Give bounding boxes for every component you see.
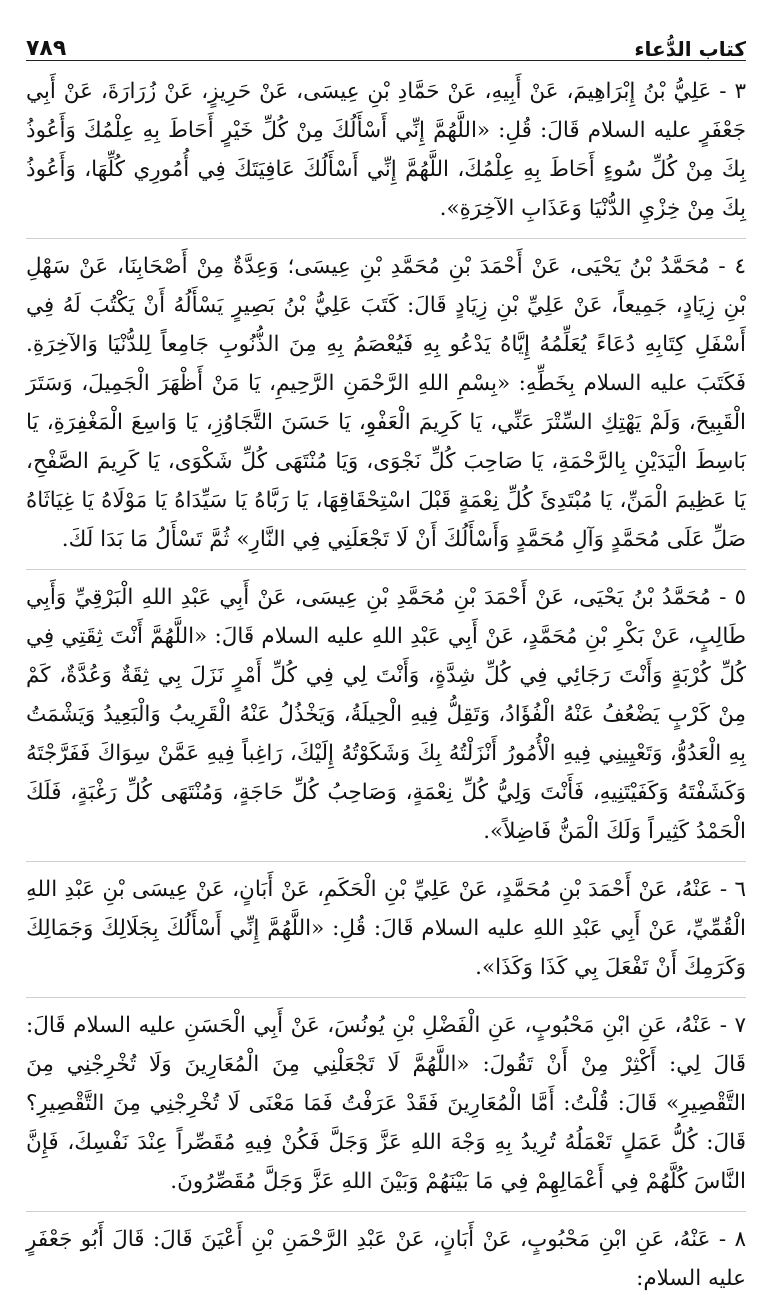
page-header	[26, 22, 746, 62]
book-title: كتاب الدُّعاء	[634, 37, 746, 61]
hadith-entry-3: ٣ - عَلِيُّ بْنُ إِبْرَاهِيمَ، عَنْ أَبِيهِ، عَنْ حَمَّادِ بْنِ عِيسَى، عَنْ حَرِيزٍ، عَنْ زُرَارَةَ، عَنْ أَبِي جَعْفَرٍ عليه السلام قَالَ: قُلِ: «اللَّهُمَّ إِنِّي أَسْأَلُكَ مِنْ كُلِّ خَيْرٍ أَحَاطَ بِهِ عِلْمُكَ وَأَعُوذُ بِكَ مِنْ كُلِّ سُوءٍ أَحَاطَ بِهِ عِلْمُكَ، اللَّهُمَّ إِنِّي أَسْأَلُكَ عَافِيَتَكَ فِي أُمُورِي كُلِّهَا، وَأَعُوذُ بِكَ مِنْ خِزْيِ الدُّنْيَا وَعَذَابِ الآخِرَةِ».	[26, 79, 746, 221]
page-body	[26, 72, 746, 1298]
hadith-entry-7: ٧ - عَنْهُ، عَنِ ابْنِ مَحْبُوبٍ، عَنِ الْفَضْلِ بْنِ يُونُسَ، عَنْ أَبِي الْحَسَنِ عليه السلام قَالَ: قَالَ لِي: أَكْثِرْ مِنْ أَنْ تَقُولَ: «اللَّهُمَّ لَا تَجْعَلْنِي مِنَ الْمُعَارِينَ وَلَا تُخْرِجْنِي مِنَ التَّقْصِيرِ» قَالَ: قُلْتُ: أَمَّا الْمُعَارِينَ فَقَدْ عَرَفْتُ فَمَا مَعْنَى لَا تُخْرِجْنِي مِنَ التَّقْصِيرِ؟ قَالَ: كُلُّ عَمَلٍ تَعْمَلُهُ تُرِيدُ بِهِ وَجْهَ اللهِ عَزَّ وَجَلَّ فَكُنْ فِيهِ مُقَصِّراً عِنْدَ نَفْسِكَ، فَإِنَّ النَّاسَ كُلَّهُمْ فِي أَعْمَالِهِمْ فِي مَا بَيْنَهُمْ وَبَيْنَ اللهِ عَزَّ وَجَلَّ مُقَصِّرُونَ.	[26, 1013, 746, 1194]
entry-divider	[26, 569, 746, 570]
hadith-entry-8: ٨ - عَنْهُ، عَنِ ابْنِ مَحْبُوبٍ، عَنْ أَبَانٍ، عَنْ عَبْدِ الرَّحْمَنِ بْنِ أَعْيَنَ قَالَ: قَالَ أَبُو جَعْفَرٍ عليه السلام:	[26, 1227, 746, 1291]
hadith-entry-6: ٦ - عَنْهُ، عَنْ أَحْمَدَ بْنِ مُحَمَّدٍ، عَنْ عَلِيِّ بْنِ الْحَكَمِ، عَنْ أَبَانٍ، عَنْ عِيسَى بْنِ عَبْدِ اللهِ الْقُمِّيِّ، عَنْ أَبِي عَبْدِ اللهِ عليه السلام قَالَ: قُلِ: «اللَّهُمَّ إِنِّي أَسْأَلُكَ بِجَلَالِكَ وَجَمَالِكَ وَكَرَمِكَ أَنْ تَفْعَلَ بِي كَذَا وَكَذَا».	[26, 877, 746, 980]
page-number: ٧٨٩	[26, 36, 67, 61]
entry-divider	[26, 861, 746, 862]
hadith-entry-5: ٥ - مُحَمَّدُ بْنُ يَحْيَى، عَنْ أَحْمَدَ بْنِ مُحَمَّدِ بْنِ عِيسَى، عَنْ أَبِي عَبْدِ اللهِ الْبَرْقِيِّ وَأَبِي طَالِبٍ، عَنْ بَكْرِ بْنِ مُحَمَّدٍ، عَنْ أَبِي عَبْدِ اللهِ عليه السلام قَالَ: «اللَّهُمَّ أَنْتَ ثِقَتِي فِي كُلِّ كُرْبَةٍ وَأَنْتَ رَجَائِي فِي كُلِّ شِدَّةٍ، وَأَنْتَ لِي فِي كُلِّ أَمْرٍ نَزَلَ بِي ثِقَةٌ وَعُدَّةٌ، كَمْ مِنْ كَرْبٍ يَضْعُفُ عَنْهُ الْفُؤَادُ، وَتَقِلُّ فِيهِ الْحِيلَةُ، وَيَخْذُلُ عَنْهُ الْقَرِيبُ وَالْبَعِيدُ وَيَشْمَتُ بِهِ الْعَدُوُّ، وَتَعْيِينِي فِيهِ الْأُمُورُ أَنْزَلْتُهُ بِكَ وَشَكَوْتُهُ إِلَيْكَ، رَاغِباً فِيهِ عَمَّنْ سِوَاكَ فَفَرَّجْتَهُ وَكَشَفْتَهُ وَكَفَيْتَنِيهِ، فَأَنْتَ وَلِيُّ كُلِّ نِعْمَةٍ، وَصَاحِبُ كُلِّ حَاجَةٍ، وَمُنْتَهَى كُلِّ رَغْبَةٍ، فَلَكَ الْحَمْدُ كَثِيراً وَلَكَ الْمَنُّ فَاضِلاً».	[26, 585, 746, 844]
entry-divider	[26, 1211, 746, 1212]
entry-divider	[26, 997, 746, 998]
header-rule	[26, 60, 746, 61]
hadith-entry-4: ٤ - مُحَمَّدُ بْنُ يَحْيَى، عَنْ أَحْمَدَ بْنِ مُحَمَّدِ بْنِ عِيسَى؛ وَعِدَّةٌ مِنْ أَصْحَابِنَا، عَنْ سَهْلِ بْنِ زِيَادٍ، جَمِيعاً، عَنْ عَلِيِّ بْنِ زِيَادٍ قَالَ: كَتَبَ عَلِيُّ بْنُ بَصِيرٍ يَسْأَلُهُ أَنْ يَكْتُبَ لَهُ فِي أَسْفَلِ كِتَابِهِ دُعَاءً يُعَلِّمُهُ إِيَّاهُ يَدْعُو بِهِ فَيُعْصَمُ بِهِ مِنَ الذُّنُوبِ جَامِعاً لِلدُّنْيَا وَالآخِرَةِ. فَكَتَبَ عليه السلام بِخَطِّهِ: «بِسْمِ اللهِ الرَّحْمَنِ الرَّحِيمِ، يَا مَنْ أَظْهَرَ الْجَمِيلَ، وَسَتَرَ الْقَبِيحَ، وَلَمْ يَهْتِكِ السِّتْرَ عَنِّي، يَا كَرِيمَ الْعَفْوِ، يَا حَسَنَ التَّجَاوُزِ، يَا وَاسِعَ الْمَغْفِرَةِ، يَا بَاسِطَ الْيَدَيْنِ بِالرَّحْمَةِ، يَا صَاحِبَ كُلِّ نَجْوَى، وَيَا مُنْتَهَى كُلِّ شَكْوَى، يَا كَرِيمَ الصَّفْحِ، يَا عَظِيمَ الْمَنِّ، يَا مُبْتَدِئَ كُلِّ نِعْمَةٍ قَبْلَ اسْتِحْقَاقِهَا، يَا رَبَّاهُ يَا سَيِّدَاهُ يَا مَوْلَاهُ يَا غِيَاثَاهُ صَلِّ عَلَى مُحَمَّدٍ وَآلِ مُحَمَّدٍ وَأَسْأَلُكَ أَنْ لَا تَجْعَلَنِي فِي النَّارِ» ثُمَّ تَسْأَلُ مَا بَدَا لَكَ.	[26, 254, 746, 552]
entry-divider	[26, 238, 746, 239]
